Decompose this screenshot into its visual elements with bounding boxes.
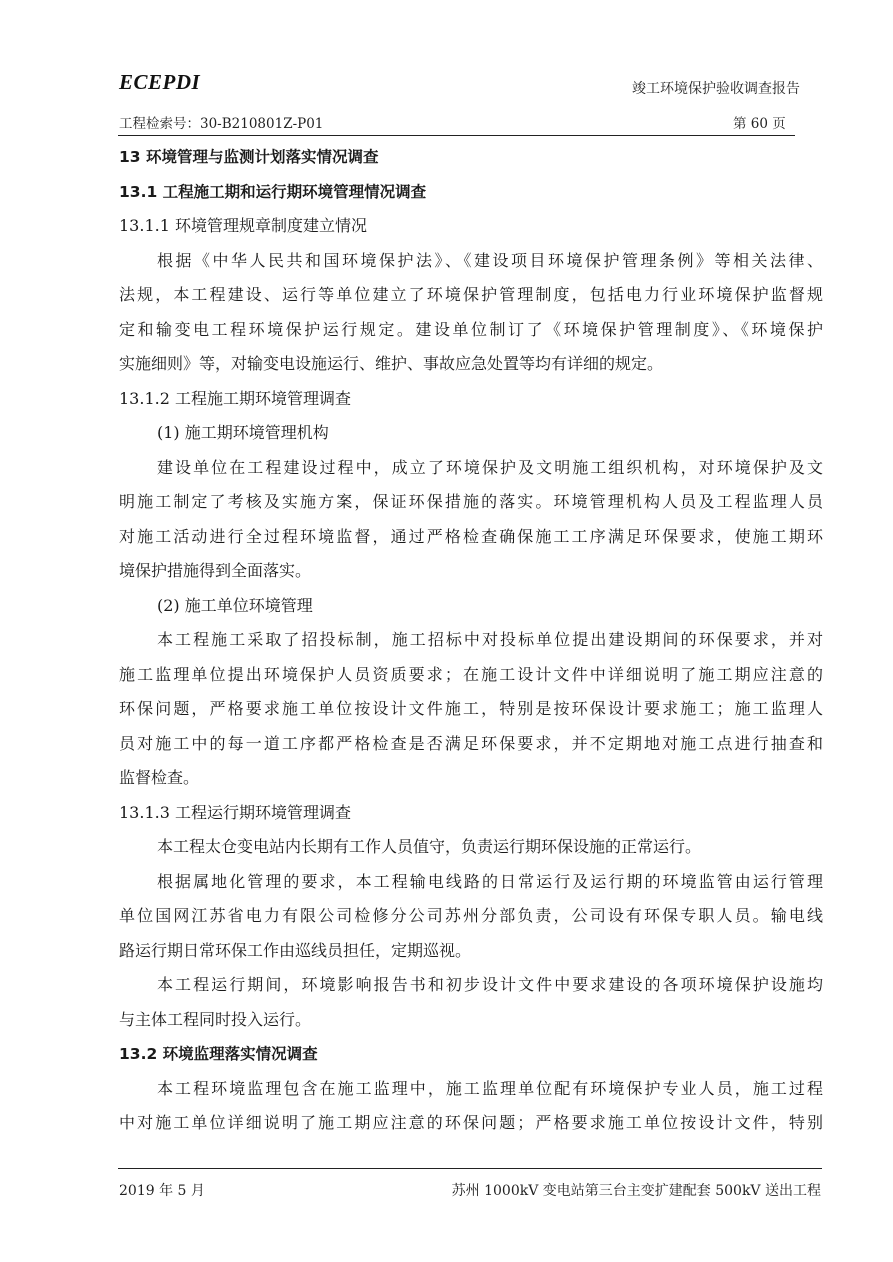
section-heading: 13.2 环境监理落实情况调查 [119, 1045, 318, 1063]
paragraph-line: 建设单位在工程建设过程中，成立了环境保护及文明施工组织机构，对环境保护及文 [157, 457, 823, 477]
project-index-number: 工程检索号：30-B210801Z-P01 [119, 116, 324, 132]
chapter-heading: 13 环境管理与监测计划落实情况调查 [119, 148, 379, 166]
paragraph-line: 根据《中华人民共和国环境保护法》、《建设项目环境保护管理条例》等相关法律、 [157, 250, 823, 270]
paragraph-line: 员对施工中的每一道工序都严格检查是否满足环保要求，并不定期地对施工点进行抽查和 [119, 733, 823, 753]
section-heading: 13.1 工程施工期和运行期环境管理情况调查 [119, 182, 427, 201]
paragraph-line: 监督检查。 [119, 768, 200, 787]
subsection-heading: 13.1.1 环境管理规章制度建立情况 [119, 216, 367, 235]
footer-divider [118, 1168, 822, 1169]
paragraph-line: 根据属地化管理的要求，本工程输电线路的日常运行及运行期的环境监管由运行管理 [157, 871, 823, 891]
paragraph-line: 本工程施工采取了招投标制，施工招标中对投标单位提出建设期间的环保要求，并对 [157, 630, 823, 649]
header-divider [118, 135, 795, 136]
paragraph-line: 与主体工程同时投入运行。 [119, 1009, 312, 1029]
company-logo: ECEPDI [119, 70, 201, 94]
paragraph-line: 路运行期日常环保工作由巡线员担任，定期巡视。 [119, 940, 472, 960]
list-item-heading: (1) 施工期环境管理机构 [157, 423, 329, 442]
paragraph-line: 境保护措施得到全面落实。 [119, 561, 312, 580]
project-name: 苏州 1000kV 变电站第三台主变扩建配套 500kV 送出工程 [451, 1183, 821, 1199]
paragraph-line: 本工程太仓变电站内长期有工作人员值守，负责运行期环保设施的正常运行。 [157, 837, 702, 856]
paragraph-line: 实施细则》等，对输变电设施运行、维护、事故应急处置等均有详细的规定。 [119, 354, 664, 373]
subsection-heading: 13.1.3 工程运行期环境管理调查 [119, 802, 351, 822]
paragraph-line: 单位国网江苏省电力有限公司检修分公司苏州分部负责，公司设有环保专职人员。输电线 [119, 906, 823, 925]
paragraph-line: 施工监理单位提出环境保护人员资质要求；在施工设计文件中详细说明了施工期应注意的 [119, 664, 823, 684]
report-date: 2019 年 5 月 [119, 1183, 205, 1199]
paragraph-line: 本工程环境监理包含在施工监理中，施工监理单位配有环境保护专业人员，施工过程 [157, 1078, 823, 1098]
document-body [119, 140, 823, 1141]
paragraph-line: 环保问题，严格要求施工单位按设计文件施工，特别是按环保设计要求施工；施工监理人 [119, 699, 823, 718]
list-item-heading: (2) 施工单位环境管理 [157, 595, 313, 615]
paragraph-line: 定和输变电工程环境保护运行规定。建设单位制订了《环境保护管理制度》、《环境保护 [119, 319, 823, 339]
paragraph-line: 对施工活动进行全过程环境监督，通过严格检查确保施工工序满足环保要求，使施工期环 [119, 526, 823, 546]
paragraph-line: 中对施工单位详细说明了施工期应注意的环保问题；严格要求施工单位按设计文件，特别 [119, 1113, 823, 1132]
paragraph-line: 法规，本工程建设、运行等单位建立了环境保护管理制度，包括电力行业环境保护监督规 [119, 285, 823, 304]
document-type: 竣工环境保护验收调查报告 [632, 81, 800, 97]
paragraph-line: 本工程运行期间，环境影响报告书和初步设计文件中要求建设的各项环境保护设施均 [157, 975, 823, 994]
subsection-heading: 13.1.2 工程施工期环境管理调查 [119, 388, 351, 408]
paragraph-line: 明施工制定了考核及实施方案，保证环保措施的落实。环境管理机构人员及工程监理人员 [119, 492, 823, 511]
page-number: 第 60 页 [733, 116, 786, 132]
